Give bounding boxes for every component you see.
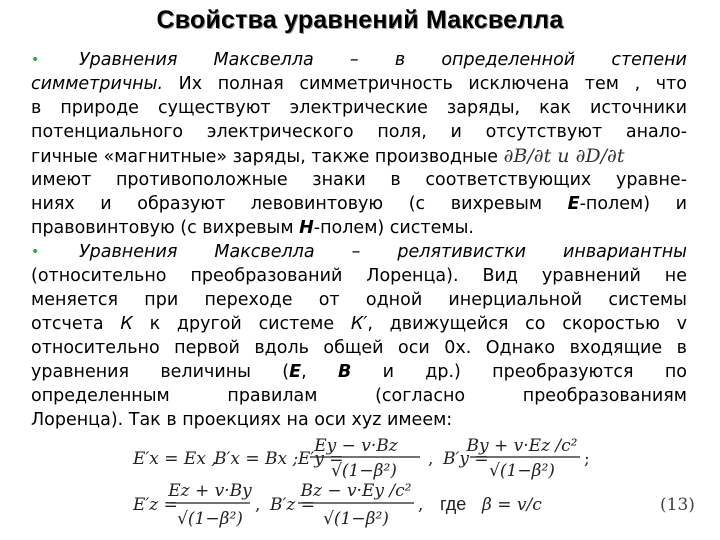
and-word: и [551, 145, 576, 167]
p2-line-6: уравнения величины (E, B и др.) преобразуются по [31, 362, 687, 382]
formula-ez-lhs: E′z = [133, 495, 178, 515]
equation-number: (13) [660, 495, 695, 515]
formula-ey-den: √(1−β²) [331, 461, 397, 481]
formula-ez-den: √(1−β²) [177, 509, 243, 529]
p2-line-7: определенным правилам (согласно преобразованиям [31, 386, 687, 406]
formula-ex: E′x = Ex , [133, 449, 217, 469]
comma-3: , [418, 495, 424, 515]
p2-line-2: (относительно преобразований Лоренца). Вид уравнений не [31, 266, 687, 286]
p2-line-5: относительно первой вдоль общей оси 0x. Однако входящие в [31, 338, 687, 358]
comma-1: , [428, 449, 434, 469]
p1-line-5: гичные «магнитные» заряды, также производные ∂B/∂t и ∂D/∂t [31, 145, 625, 167]
formula-bx: B′x = Bx ; [214, 449, 299, 469]
where-word: где [440, 494, 467, 514]
formula-by-num: By + v·Ez /c² [466, 436, 578, 456]
p2-line-1: Уравнения Максвелла – релятивистки инвариантны [79, 242, 687, 262]
formula-ey-lhs: E′y = [298, 449, 344, 469]
derivative-b: ∂B/∂t [503, 145, 552, 167]
p2-line-8: Лоренца). Так в проекциях на оси xyz имеем: [31, 410, 453, 430]
p1-line-8: правовинтовую (с вихревым H-полем) системы. [31, 218, 474, 238]
formula-bz-den: √(1−β²) [323, 509, 389, 529]
semicolon-1: ; [584, 449, 590, 469]
formula-by-lhs: B′y = [443, 449, 489, 469]
p1-line-6: имеют противоположные знаки в соответствующих уравне- [31, 170, 687, 190]
beta-definition: β = v/c [482, 495, 542, 515]
lorentz-formulas [0, 424, 720, 540]
p1-line-4: потенциального электрического поля, и отсутствуют анало- [31, 122, 687, 142]
comma-2: , [255, 495, 261, 515]
formula-bz-num: Bz − v·Ey /c² [300, 481, 412, 501]
p1-line-7: ниях и образуют левовинтовую (с вихревым E-полем) и [31, 194, 687, 214]
p2-line-3: меняется при переходе от одной инерциальной системы [31, 290, 687, 310]
bullet-1: • [31, 52, 40, 68]
p1-line-3: в природе существуют электрические заряды, как источники [31, 98, 687, 118]
p1-line-1: Уравнения Максвелла – в определенной степени [79, 50, 687, 70]
derivative-d: ∂D/∂t [575, 145, 625, 167]
bullet-2: • [31, 244, 40, 260]
formula-ey-num: Ey − v·Bz [314, 436, 398, 456]
formula-bz-lhs: B′z = [270, 495, 315, 515]
p2-line-4: отсчета К к другой системе К′, движущейся со скоростью v [31, 314, 687, 334]
p1-line-2: симметричны. Их полная симметричность исключена тем , что [31, 74, 687, 94]
slide-title: Свойства уравнений Максвелла [156, 6, 564, 34]
formula-ez-num: Ez + v·By [168, 481, 252, 501]
formula-by-den: √(1−β²) [489, 461, 555, 481]
